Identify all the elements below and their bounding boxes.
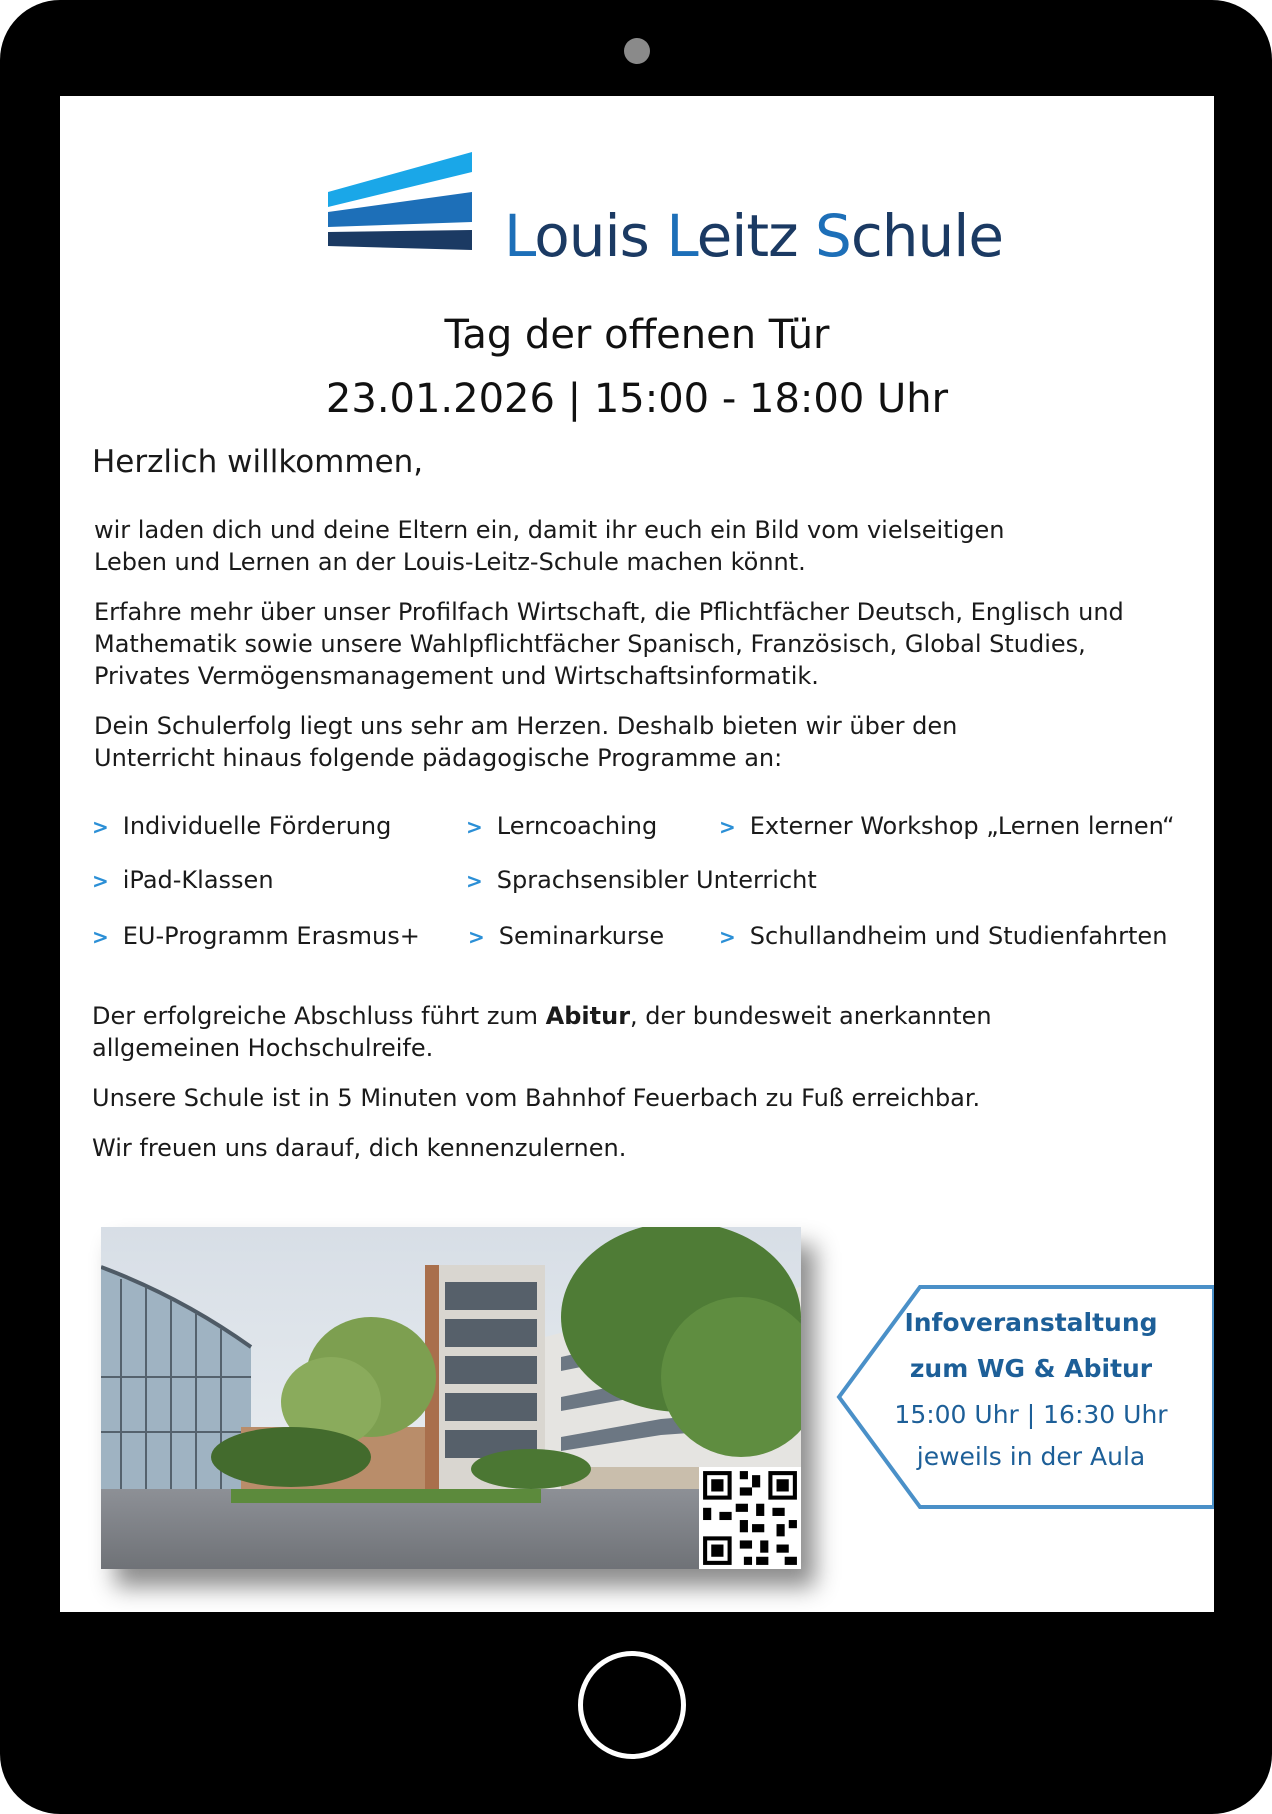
program-item: > Sprachsensibler Unterricht xyxy=(466,866,817,894)
chevron-right-icon: > xyxy=(466,869,483,893)
chevron-right-icon: > xyxy=(92,869,109,893)
info-location: jeweils in der Aula xyxy=(916,1442,1146,1471)
greeting: Herzlich willkommen, xyxy=(92,444,424,480)
subjects-line: Mathematik sowie unsere Wahlpflichtfächer Spanisch, Französisch, Global Studies, xyxy=(94,630,1086,658)
info-event-box xyxy=(836,1284,1214,1510)
document-page xyxy=(60,96,1214,1612)
program-item: > EU-Programm Erasmus+ xyxy=(92,922,420,950)
intro-line: wir laden dich und deine Eltern ein, damit ihr euch ein Bild vom vielseitigen xyxy=(94,516,1005,544)
location-line: Unsere Schule ist in 5 Minuten vom Bahnhof Feuerbach zu Fuß erreichbar. xyxy=(92,1084,981,1112)
subjects-line: Erfahre mehr über unser Profilfach Wirtschaft, die Pflichtfächer Deutsch, Englisch und xyxy=(94,598,1124,626)
event-date: 23.01.2026 | 15:00 - 18:00 Uhr xyxy=(325,376,949,422)
intro-line: Leben und Lernen an der Louis-Leitz-Schule machen könnt. xyxy=(94,548,806,576)
program-item: > Externer Workshop „Lernen lernen“ xyxy=(719,812,1175,840)
program-item: > Individuelle Förderung xyxy=(92,812,392,840)
event-title: Tag der offenen Tür xyxy=(444,312,830,358)
qr-code-icon[interactable] xyxy=(699,1467,801,1569)
program-item: > iPad-Klassen xyxy=(92,866,274,894)
program-item: > Seminarkurse xyxy=(468,922,665,950)
chevron-right-icon: > xyxy=(468,925,485,949)
chevron-right-icon: > xyxy=(719,815,736,839)
home-button[interactable] xyxy=(578,1651,686,1759)
info-subtitle: zum WG & Abitur xyxy=(909,1354,1153,1383)
farewell-line: Wir freuen uns darauf, dich kennenzulernen. xyxy=(92,1134,627,1162)
abitur-line: Der erfolgreiche Abschluss führt zum Abitur, der bundesweit anerkannten xyxy=(92,1002,992,1030)
programs-intro-line: Unterricht hinaus folgende pädagogische Programme an: xyxy=(94,744,783,772)
chevron-right-icon: > xyxy=(92,925,109,949)
info-title: Infoveranstaltung xyxy=(904,1308,1158,1337)
chevron-right-icon: > xyxy=(92,815,109,839)
subjects-line: Privates Vermögensmanagement und Wirtschaftsinformatik. xyxy=(94,662,819,690)
school-photo xyxy=(101,1227,801,1569)
program-item: > Lerncoaching xyxy=(466,812,658,840)
programs-intro-line: Dein Schulerfolg liegt uns sehr am Herzen. Deshalb bieten wir über den xyxy=(94,712,958,740)
info-times: 15:00 Uhr | 16:30 Uhr xyxy=(894,1400,1168,1429)
chevron-right-icon: > xyxy=(719,925,736,949)
abitur-line: allgemeinen Hochschulreife. xyxy=(92,1034,434,1062)
chevron-right-icon: > xyxy=(466,815,483,839)
program-item: > Schullandheim und Studienfahrten xyxy=(719,922,1168,950)
camera-icon xyxy=(624,38,650,64)
school-name: Louis Leitz Schule xyxy=(504,202,1004,270)
school-building-image xyxy=(101,1227,801,1569)
